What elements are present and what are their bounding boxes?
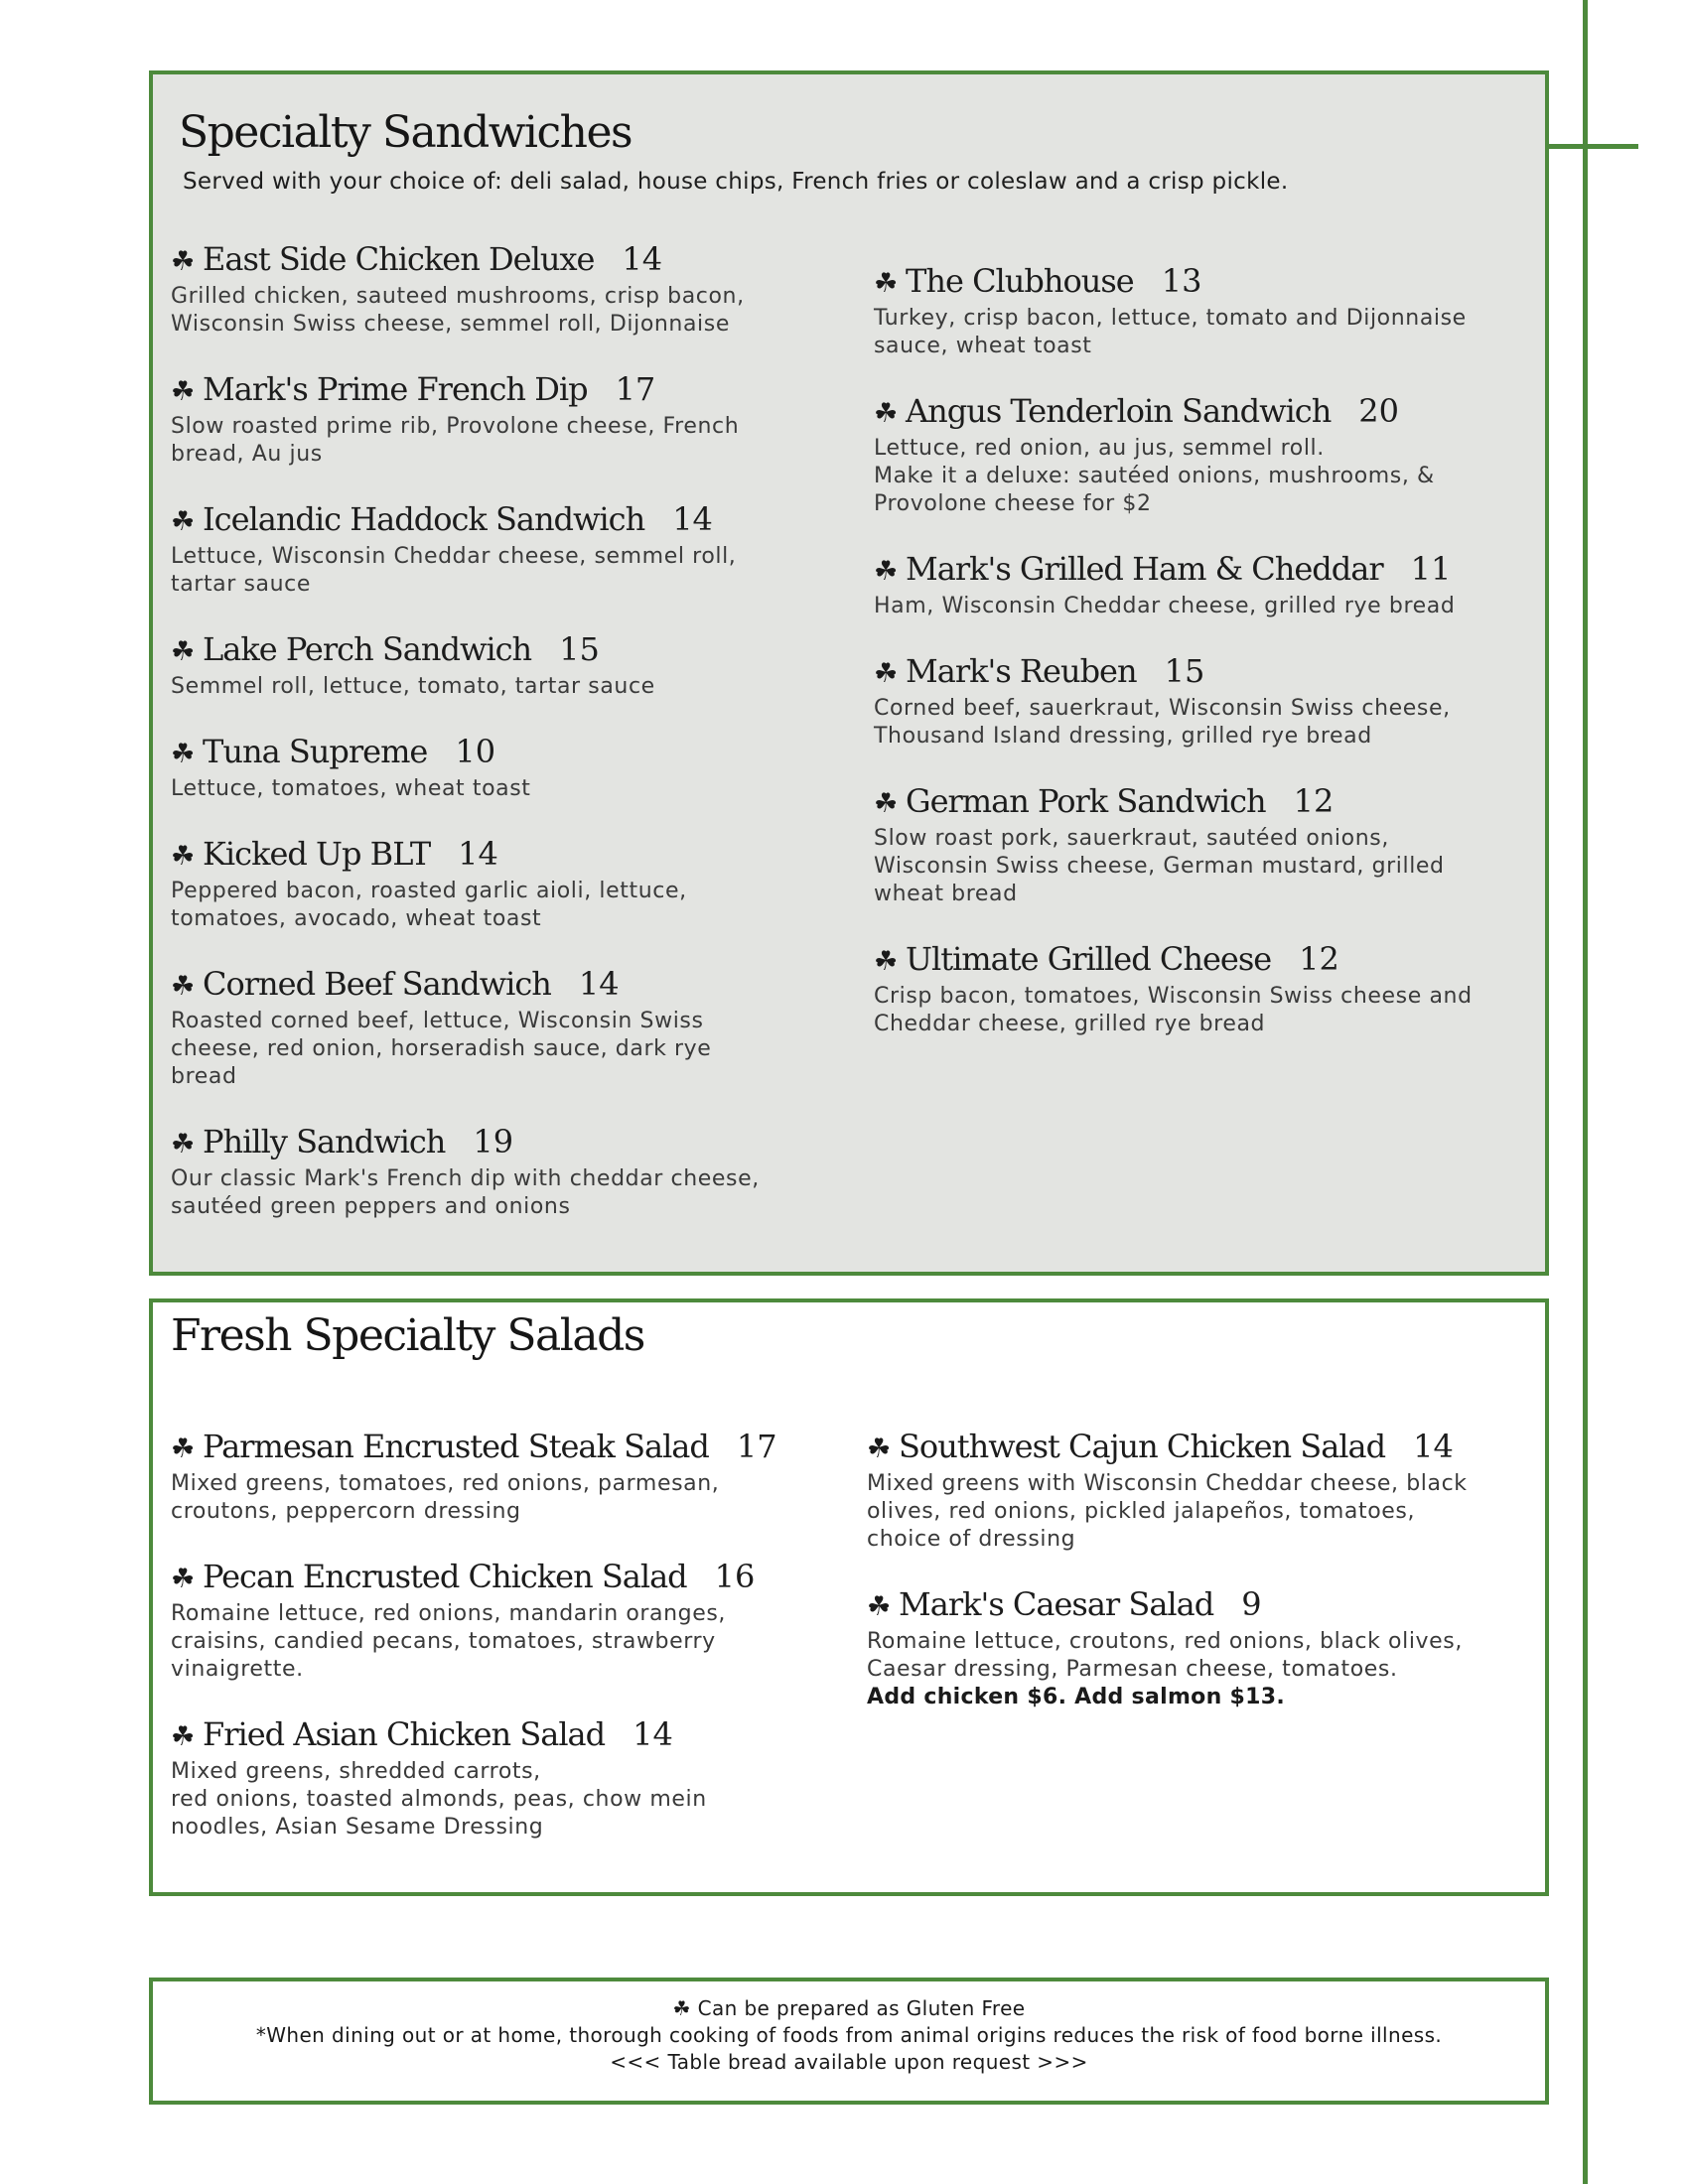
clover-icon: ☘: [171, 1433, 196, 1464]
clover-icon: ☘: [171, 1721, 196, 1752]
menu-item-header: [171, 1426, 826, 1470]
clover-icon: ☘: [874, 658, 899, 689]
clover-icon: ☘: [874, 398, 899, 429]
menu-item-price: 12: [1299, 940, 1339, 978]
menu-item-price: 19: [473, 1123, 514, 1160]
menu-item-price: 11: [1410, 550, 1452, 588]
gluten-free-text: Can be prepared as Gluten Free: [697, 1996, 1026, 2020]
sandwiches-title: Specialty Sandwiches: [179, 107, 633, 158]
menu-item-price: 14: [1413, 1428, 1454, 1465]
menu-item-description: Lettuce, Wisconsin Cheddar cheese, semmel roll, tartar sauce: [171, 544, 737, 597]
menu-item-header: [171, 498, 826, 543]
menu-item-header: [171, 833, 826, 878]
menu-item: [171, 1121, 826, 1221]
clover-icon: ☘: [171, 841, 196, 872]
menu-item: [171, 628, 826, 701]
menu-item: [171, 1426, 826, 1526]
menu-item: [874, 650, 1529, 751]
menu-item-description: Slow roasted prime rib, Provolone cheese, French bread, Au jus: [171, 414, 740, 467]
menu-item-name: Corned Beef Sandwich: [203, 965, 551, 1003]
menu-item-description: Our classic Mark's French dip with cheddar cheese, sautéed green peppers and onions: [171, 1166, 760, 1219]
menu-item-name: Mark's Grilled Ham & Cheddar: [906, 550, 1383, 588]
menu-item: [171, 963, 826, 1091]
menu-item-name: The Clubhouse: [906, 262, 1134, 300]
menu-item-description: Turkey, crisp bacon, lettuce, tomato and Dijonnaise sauce, wheat toast: [874, 306, 1467, 358]
menu-item-description: Romaine lettuce, croutons, red onions, black olives, Caesar dressing, Parmesan cheese, tomatoes.: [867, 1629, 1463, 1682]
menu-item-description: Peppered bacon, roasted garlic aioli, lettuce, tomatoes, avocado, wheat toast: [171, 879, 687, 931]
menu-item: [171, 833, 826, 933]
menu-item-price: 15: [559, 630, 600, 668]
menu-item-price: 20: [1358, 392, 1400, 430]
menu-item-description: Lettuce, red onion, au jus, semmel roll. Make it a deluxe: sautéed onions, mushrooms, & Provolone cheese for $2: [874, 436, 1435, 516]
clover-icon: ☘: [867, 1591, 892, 1622]
menu-item-header: [867, 1426, 1522, 1470]
menu-item-price: 17: [736, 1428, 777, 1465]
clover-icon: ☘: [874, 788, 899, 819]
clover-icon: ☘: [874, 946, 899, 977]
menu-item-price: 16: [714, 1558, 756, 1595]
menu-item-name: Mark's Reuben: [906, 652, 1137, 690]
menu-item-description: Ham, Wisconsin Cheddar cheese, grilled rye bread: [874, 594, 1456, 618]
menu-item-name: Mark's Prime French Dip: [203, 370, 588, 408]
menu-item-name: Ultimate Grilled Cheese: [906, 940, 1272, 978]
menu-item-description: Crisp bacon, tomatoes, Wisconsin Swiss cheese and Cheddar cheese, grilled rye bread: [874, 984, 1473, 1036]
menu-item-header: [874, 650, 1529, 695]
menu-item: [867, 1583, 1522, 1711]
menu-item-header: [171, 238, 826, 283]
menu-item-description: Mixed greens, shredded carrots, red onions, toasted almonds, peas, chow mein noodles, Asian Sesame Dressing: [171, 1759, 707, 1840]
clover-icon: ☘: [171, 246, 196, 277]
menu-item-name: Fried Asian Chicken Salad: [203, 1715, 606, 1753]
menu-item-header: [171, 963, 826, 1008]
menu-item-addons: Add chicken $6. Add salmon $13.: [867, 1685, 1285, 1709]
clover-icon: ☘: [672, 1996, 691, 2020]
menu-item: [171, 731, 826, 803]
menu-item-name: Lake Perch Sandwich: [203, 630, 532, 668]
salads-left-column: [171, 1426, 826, 1871]
menu-item-price: 17: [615, 370, 656, 408]
clover-icon: ☘: [171, 739, 196, 769]
menu-item-price: 12: [1293, 782, 1335, 820]
menu-item-description: Semmel roll, lettuce, tomato, tartar sauce: [171, 674, 655, 699]
menu-item-description: Grilled chicken, sauteed mushrooms, crisp bacon, Wisconsin Swiss cheese, semmel roll, Dijonnaise: [171, 284, 745, 337]
sandwiches-right-column: [874, 260, 1529, 1068]
clover-icon: ☘: [867, 1433, 892, 1464]
menu-item: [874, 938, 1529, 1038]
menu-item-description: Lettuce, tomatoes, wheat toast: [171, 776, 531, 801]
footer-notes: [149, 1978, 1549, 2105]
menu-item-header: [171, 1121, 826, 1165]
food-safety-warning: *When dining out or at home, thorough cooking of foods from animal origins reduces the risk of food borne illness.: [255, 2023, 1443, 2047]
menu-item-price: 15: [1164, 652, 1205, 690]
menu-item-header: [874, 780, 1529, 825]
clover-icon: ☘: [171, 1129, 196, 1160]
clover-icon: ☘: [171, 506, 196, 537]
menu-item-price: 14: [622, 240, 663, 278]
menu-item: [171, 1556, 826, 1684]
salads-title: Fresh Specialty Salads: [171, 1310, 644, 1361]
menu-item-name: Pecan Encrusted Chicken Salad: [203, 1558, 687, 1595]
menu-item: [874, 260, 1529, 360]
clover-icon: ☘: [171, 636, 196, 667]
menu-item-description: Mixed greens with Wisconsin Cheddar cheese, black olives, red onions, pickled jalapeños, tomatoes, choice of dressing: [867, 1471, 1468, 1552]
clover-icon: ☘: [874, 268, 899, 299]
table-bread-note: <<< Table bread available upon request >>>: [610, 2050, 1088, 2074]
menu-item-name: Kicked Up BLT: [203, 835, 431, 873]
menu-item: [171, 238, 826, 339]
menu-item-name: Tuna Supreme: [203, 733, 428, 770]
menu-item-name: German Pork Sandwich: [906, 782, 1266, 820]
menu-item-header: [171, 368, 826, 413]
menu-item-description: Mixed greens, tomatoes, red onions, parmesan, croutons, peppercorn dressing: [171, 1471, 720, 1524]
clover-icon: ☘: [171, 376, 196, 407]
menu-item: [171, 1713, 826, 1842]
salads-right-column: [867, 1426, 1522, 1741]
menu-item-header: [874, 390, 1529, 435]
menu-item-name: Parmesan Encrusted Steak Salad: [203, 1428, 709, 1465]
clover-icon: ☘: [874, 556, 899, 587]
menu-item-header: [867, 1583, 1522, 1628]
menu-item-header: [874, 260, 1529, 305]
menu-item-price: 13: [1161, 262, 1202, 300]
menu-item-description: Corned beef, sauerkraut, Wisconsin Swiss cheese, Thousand Island dressing, grilled rye bread: [874, 696, 1451, 749]
menu-item: [874, 548, 1529, 620]
menu-item-price: 9: [1241, 1585, 1262, 1623]
menu-item-header: [171, 1713, 826, 1758]
menu-item-name: Mark's Caesar Salad: [899, 1585, 1214, 1623]
menu-item: [171, 498, 826, 599]
menu-item-name: East Side Chicken Deluxe: [203, 240, 595, 278]
menu-item-header: [874, 548, 1529, 593]
menu-item-description: Roasted corned beef, lettuce, Wisconsin Swiss cheese, red onion, horseradish sauce, dark rye bread: [171, 1009, 712, 1089]
decorative-vertical-rule: [1583, 0, 1588, 2184]
menu-item-name: Philly Sandwich: [203, 1123, 446, 1160]
menu-item: [874, 390, 1529, 518]
menu-item-name: Icelandic Haddock Sandwich: [203, 500, 645, 538]
gluten-free-note: [153, 1995, 1545, 2022]
menu-item-description: Romaine lettuce, red onions, mandarin oranges, craisins, candied pecans, tomatoes, strawberry vinaigrette.: [171, 1601, 727, 1682]
menu-item: [867, 1426, 1522, 1554]
menu-item-price: 14: [458, 835, 498, 873]
menu-item-header: [171, 731, 826, 775]
clover-icon: ☘: [171, 971, 196, 1002]
menu-item-header: [171, 1556, 826, 1600]
menu-item-description: Slow roast pork, sauerkraut, sautéed onions, Wisconsin Swiss cheese, German mustard, grilled wheat bread: [874, 826, 1445, 906]
sandwiches-subtitle: Served with your choice of: deli salad, house chips, French fries or coleslaw and a crisp pickle.: [183, 169, 1289, 195]
clover-icon: ☘: [171, 1564, 196, 1594]
menu-item-name: Southwest Cajun Chicken Salad: [899, 1428, 1386, 1465]
menu-item: [874, 780, 1529, 908]
menu-item-header: [874, 938, 1529, 983]
menu-item-price: 14: [578, 965, 620, 1003]
sandwiches-left-column: [171, 238, 826, 1251]
menu-item-price: 14: [633, 1715, 673, 1753]
menu-item-header: [171, 628, 826, 673]
menu-item: [171, 368, 826, 469]
menu-item-price: 14: [672, 500, 713, 538]
menu-item-price: 10: [455, 733, 496, 770]
menu-item-name: Angus Tenderloin Sandwich: [906, 392, 1332, 430]
